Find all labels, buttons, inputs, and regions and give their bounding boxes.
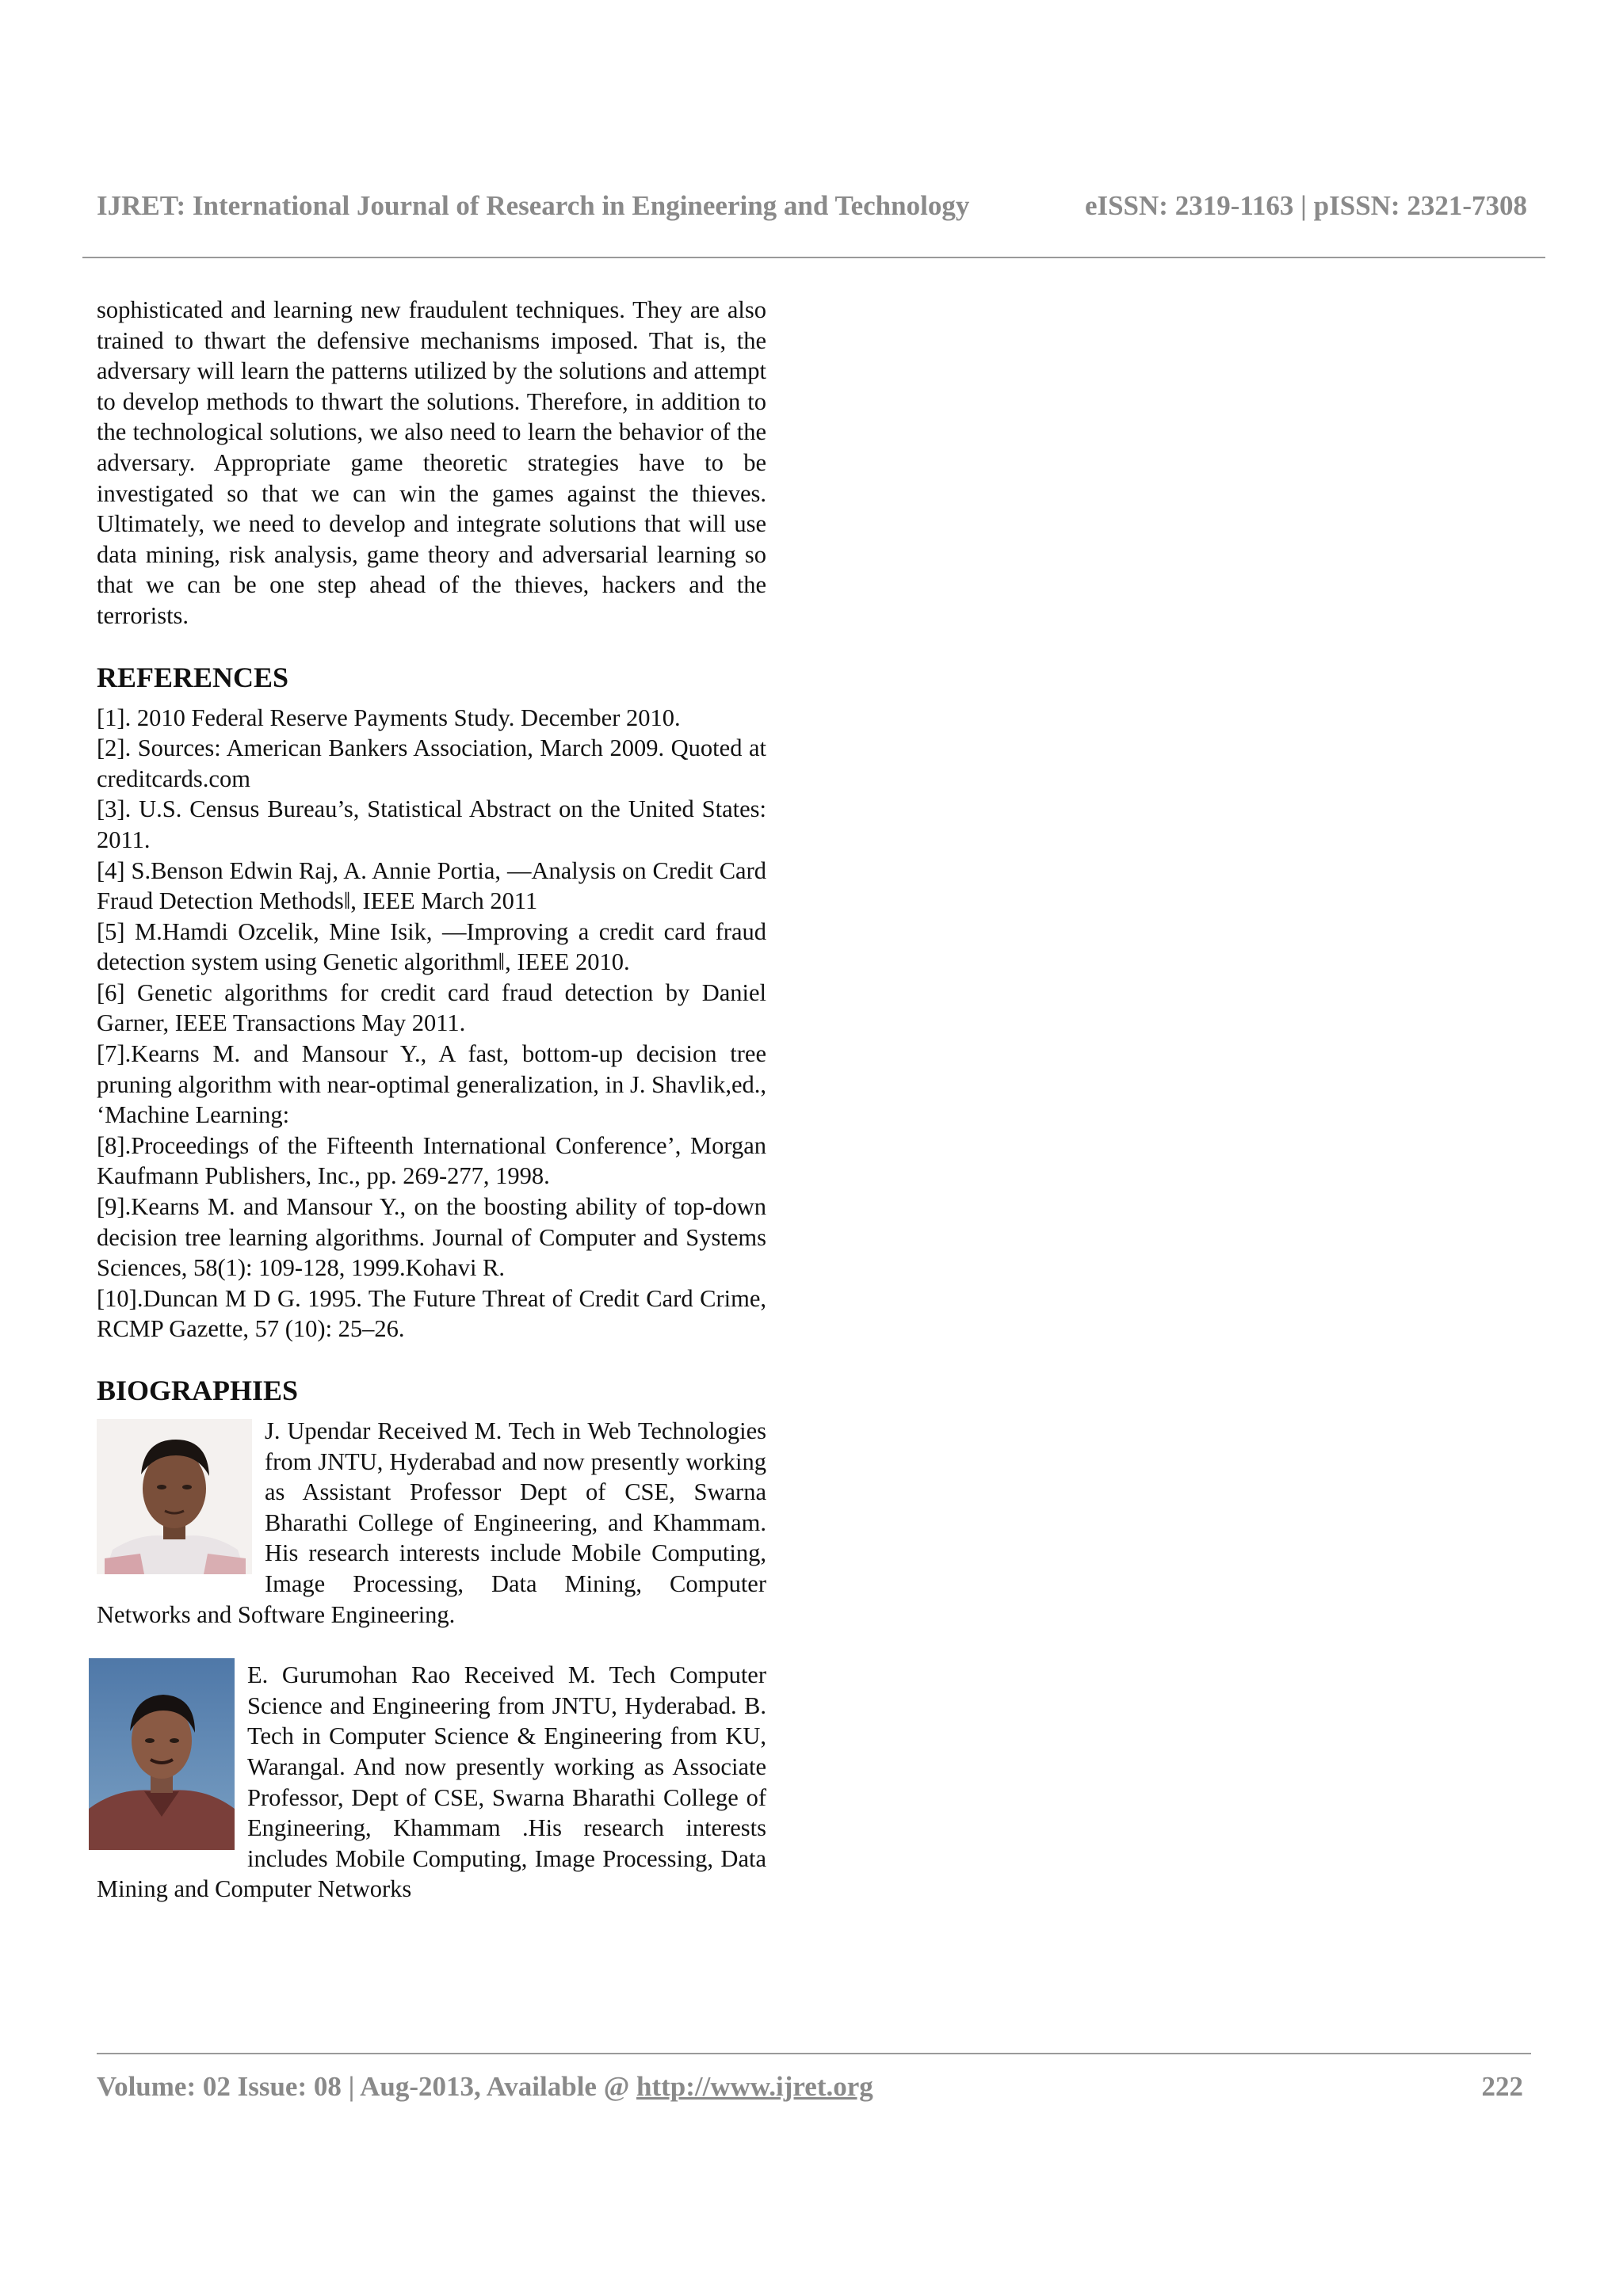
journal-link[interactable]: http://www.ijret.org <box>636 2071 873 2102</box>
reference-item: [10].Duncan M D G. 1995. The Future Threat of Credit Card Crime, RCMP Gazette, 57 (10): 25–26. <box>97 1284 766 1343</box>
biographies-heading: BIOGRAPHIES <box>97 1375 299 1406</box>
author-photo-gurumohan <box>89 1658 235 1850</box>
page-number: 222 <box>1481 2071 1523 2102</box>
journal-title: IJRET: International Journal of Research in Engineering and Technology <box>97 190 970 221</box>
footer-divider <box>97 2053 1531 2054</box>
header-divider <box>82 257 1545 258</box>
intro-paragraph: sophisticated and learning new fraudulent techniques. They are also trained to thwart the defensive mechanisms imposed. That is, the adversary will learn the patterns utilized by the solutions and attempt to develop methods to thwart the solutions. Therefore, in addition to the technological solutions, we also need to learn the behavior of the adversary. Appropriate game theoretic strategies have to be investigated so that we can win the games against the thieves. Ultimately, we need to develop and integrate solutions that will use data mining, risk analysis, game theory and adversarial learning so that we can be one step ahead of the thieves, hackers and the terrorists. <box>97 296 766 629</box>
volume-info: Volume: 02 Issue: 08 | Aug-2013, Available @ <box>97 2071 637 2102</box>
main-column <box>97 295 766 1905</box>
reference-item: [9].Kearns M. and Mansour Y., on the boosting ability of top-down decision tree learning algorithms. Journal of Computer and Systems Sciences, 58(1): 109-128, 1999.Kohavi R. <box>97 1193 766 1282</box>
reference-item: [6] Genetic algorithms for credit card fraud detection by Daniel Garner, IEEE Transactions May 2011. <box>97 978 766 1037</box>
reference-item: [2]. Sources: American Bankers Association, March 2009. Quoted at creditcards.com <box>97 734 766 792</box>
biography-upendar <box>97 1416 766 1630</box>
reference-item: [7].Kearns M. and Mansour Y., A fast, bottom-up decision tree pruning algorithm with near-optimal generalization, in J. Shavlik,ed., ‘Machine Learning: <box>97 1040 766 1129</box>
reference-item: [5] M.Hamdi Ozcelik, Mine Isik, ―Improving a credit card fraud detection system using Genetic algorithm‖, IEEE 2010. <box>97 917 766 976</box>
references-heading: REFERENCES <box>97 661 289 693</box>
biography-text: E. Gurumohan Rao Received M. Tech Computer Science and Engineering from JNTU, Hyderabad. B. Tech in Computer Science & Engineering from KU, Warangal. And now presently working as Associate Professor, Dept of CSE, Swarna Bharathi College of Engineering, Khammam .His research interests includes Mobile Computing, Image Processing, Data Mining and Computer Networks <box>97 1661 766 1903</box>
reference-item: [1]. 2010 Federal Reserve Payments Study. December 2010. <box>97 704 681 731</box>
author-photo-upendar <box>97 1419 252 1574</box>
biography-text: J. Upendar Received M. Tech in Web Technologies from JNTU, Hyderabad and now presently working as Assistant Professor Dept of CSE, Swarna Bharathi College of Engineering, and Khammam. His research interests include Mobile Computing, Image Processing, Data Mining, Computer Networks and Software Engineering. <box>97 1417 766 1628</box>
reference-item: [8].Proceedings of the Fifteenth International Conference’, Morgan Kaufmann Publishers, Inc., pp. 269-277, 1998. <box>97 1131 766 1190</box>
references-list <box>97 703 766 1344</box>
running-footer <box>97 2071 1523 2103</box>
reference-item: [3]. U.S. Census Bureau’s, Statistical Abstract on the United States: 2011. <box>97 795 766 853</box>
biography-gurumohan <box>97 1660 766 1905</box>
running-header <box>97 190 1527 222</box>
reference-item: [4] S.Benson Edwin Raj, A. Annie Portia, ―Analysis on Credit Card Fraud Detection Methods‖, IEEE March 2011 <box>97 856 766 915</box>
issn-numbers: eISSN: 2319-1163 | pISSN: 2321-7308 <box>1084 190 1527 221</box>
